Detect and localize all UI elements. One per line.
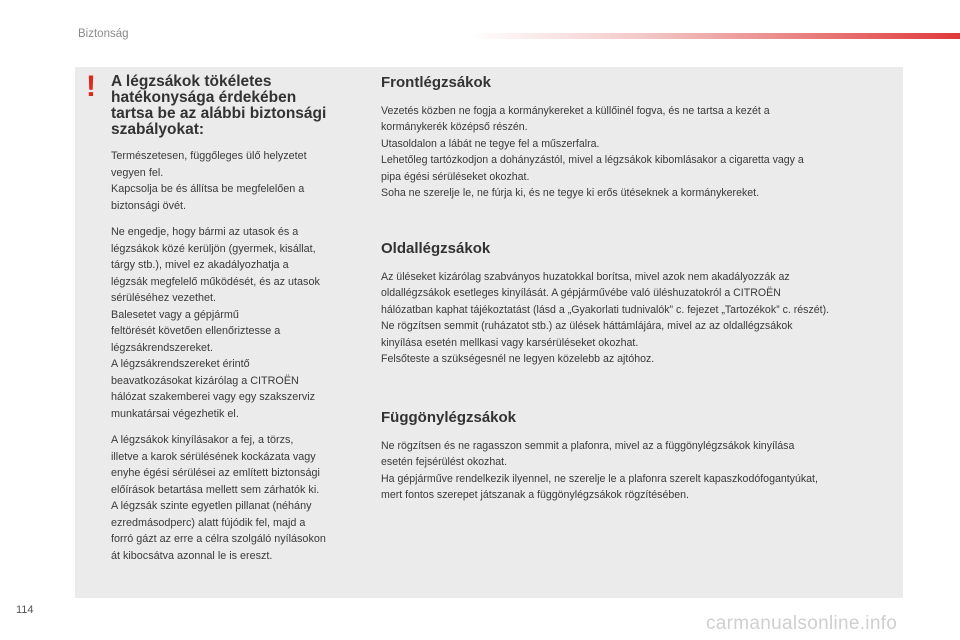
header-accent-bar	[470, 33, 960, 39]
text-line: Kapcsolja be és állítsa be megfelelően a	[111, 183, 305, 195]
page-number: 114	[16, 604, 34, 616]
text-line: A légzsákrendszereket érintő	[111, 358, 250, 370]
text-line: A légzsák szinte egyetlen pillanat (néhány	[111, 500, 312, 512]
watermark-text: carmanualsonline.info	[706, 613, 898, 634]
text-line: Lehetőleg tartózkodjon a dohányzástól, mivel a légzsákok kibomlásakor a cigaretta vagy a	[381, 154, 804, 167]
text-line: ezredmásodperc) alatt fújódik fel, majd a	[111, 516, 306, 529]
section-body	[381, 438, 893, 504]
text-line: légzsák megfelelő működését, és az utasok	[111, 275, 320, 288]
side-airbags-section	[381, 240, 893, 367]
text-line: légzsákrendszereket.	[111, 341, 214, 354]
front-airbags-section	[381, 74, 893, 201]
text-line: Utasoldalon a lábát ne tegye fel a műszerfalra.	[381, 137, 600, 150]
text-line: feltörését követően ellenőriztesse a	[111, 325, 281, 337]
text-line: kinyílása esetén mellkasi vagy karsérüléseket okozhat.	[381, 336, 639, 349]
section-title: Függönylégzsákok	[381, 409, 517, 426]
text-line: vegyen fel.	[111, 166, 164, 179]
text-line: légzsákok közé kerüljön (gyermek, kisállat,	[111, 242, 316, 255]
warning-heading-line: szabályokat:	[111, 121, 205, 138]
text-line: forró gázt az erre a célra szolgáló nyílásokon	[111, 533, 326, 545]
text-line: beavatkozásokat kizárólag a CITROËN	[111, 374, 299, 387]
text-line: A légzsákok kinyílásakor a fej, a törzs,	[111, 434, 294, 446]
curtain-airbags-section	[381, 409, 893, 504]
text-line: Felsőteste a szükségesnél ne legyen közelebb az ajtóhoz.	[381, 353, 655, 366]
text-line: esetén fejsérülést okozhat.	[381, 456, 508, 469]
text-line: oldallégzsákok esetleges kinyílását. A gépjárművébe való üléshuzatokról a CITROËN	[381, 287, 781, 300]
warning-heading-line: A légzsákok tökéletes	[111, 73, 272, 90]
section-title: Frontlégzsákok	[381, 74, 492, 91]
text-line: enyhe égési sérülései az említett biztonsági	[111, 467, 320, 479]
warning-heading-line: tartsa be az alábbi biztonsági	[111, 105, 327, 122]
text-line: Vezetés közben ne fogja a kormánykereket a küllőinél fogva, és ne tartsa a kezét a	[381, 105, 770, 117]
text-line: Ha gépjárműve rendelkezik ilyennel, ne szerelje le a plafonra szerelt kapaszkodófogantyúkat,	[381, 472, 818, 485]
text-line: biztonsági övét.	[111, 199, 187, 212]
warning-heading	[111, 74, 357, 138]
warning-paragraph-1	[111, 148, 357, 214]
text-line: tárgy stb.), mivel ez akadályozhatja a	[111, 259, 289, 271]
text-line: sérüléséhez vezethet.	[111, 292, 217, 304]
text-line: mert fontos szerepet játszanak a függönylégzsákok rögzítésében.	[381, 489, 689, 502]
text-line: munkatársai végezhetik el.	[111, 407, 239, 420]
text-line: hálózat szakemberei vagy egy szakszerviz	[111, 391, 316, 403]
text-line: Ne rögzítsen és ne ragasszon semmit a plafonra, mivel az a függönylégzsákok kinyílása	[381, 440, 795, 452]
text-line: Természetesen, függőleges ülő helyzetet	[111, 150, 307, 162]
text-line: Balesetet vagy a gépjármű	[111, 308, 239, 321]
text-line: illetve a karok sérülésének kockázata vagy	[111, 450, 316, 463]
text-line: Az üléseket kizárólag szabványos huzatokkal borítsa, mivel azok nem akadályozzák az	[381, 271, 790, 283]
warning-paragraph-2	[111, 224, 357, 422]
warning-heading-line: hatékonysága érdekében	[111, 89, 297, 106]
warning-paragraph-3	[111, 432, 357, 564]
section-header-title: Biztonság	[78, 28, 129, 40]
section-body	[381, 103, 893, 201]
warning-column	[111, 74, 357, 574]
text-line: előírások betartása mellett sem zárhatók ki.	[111, 483, 320, 496]
text-line: hálózatban kaphat tájékoztatást (lásd a „Gyakorlati tudnivalók” c. fejezet „Tartozékok” c. részét).	[381, 303, 830, 316]
section-body	[381, 269, 893, 367]
text-line: Soha ne szerelje le, ne fúrja ki, és ne tegye ki erős ütéseknek a kormánykereket.	[381, 187, 760, 200]
warning-exclamation-icon: !	[86, 70, 96, 103]
section-title: Oldallégzsákok	[381, 240, 491, 257]
text-line: Ne rögzítsen semmit (ruházatot stb.) az ülések háttámlájára, mivel az az oldallégzsákok	[381, 320, 793, 333]
text-line: kormánykerék középső részén.	[381, 121, 528, 134]
text-line: Ne engedje, hogy bármi az utasok és a	[111, 226, 299, 238]
text-line: át kibocsátva azonnal le is ereszt.	[111, 549, 273, 562]
text-line: pipa égési sérüléseket okozhat.	[381, 170, 530, 183]
